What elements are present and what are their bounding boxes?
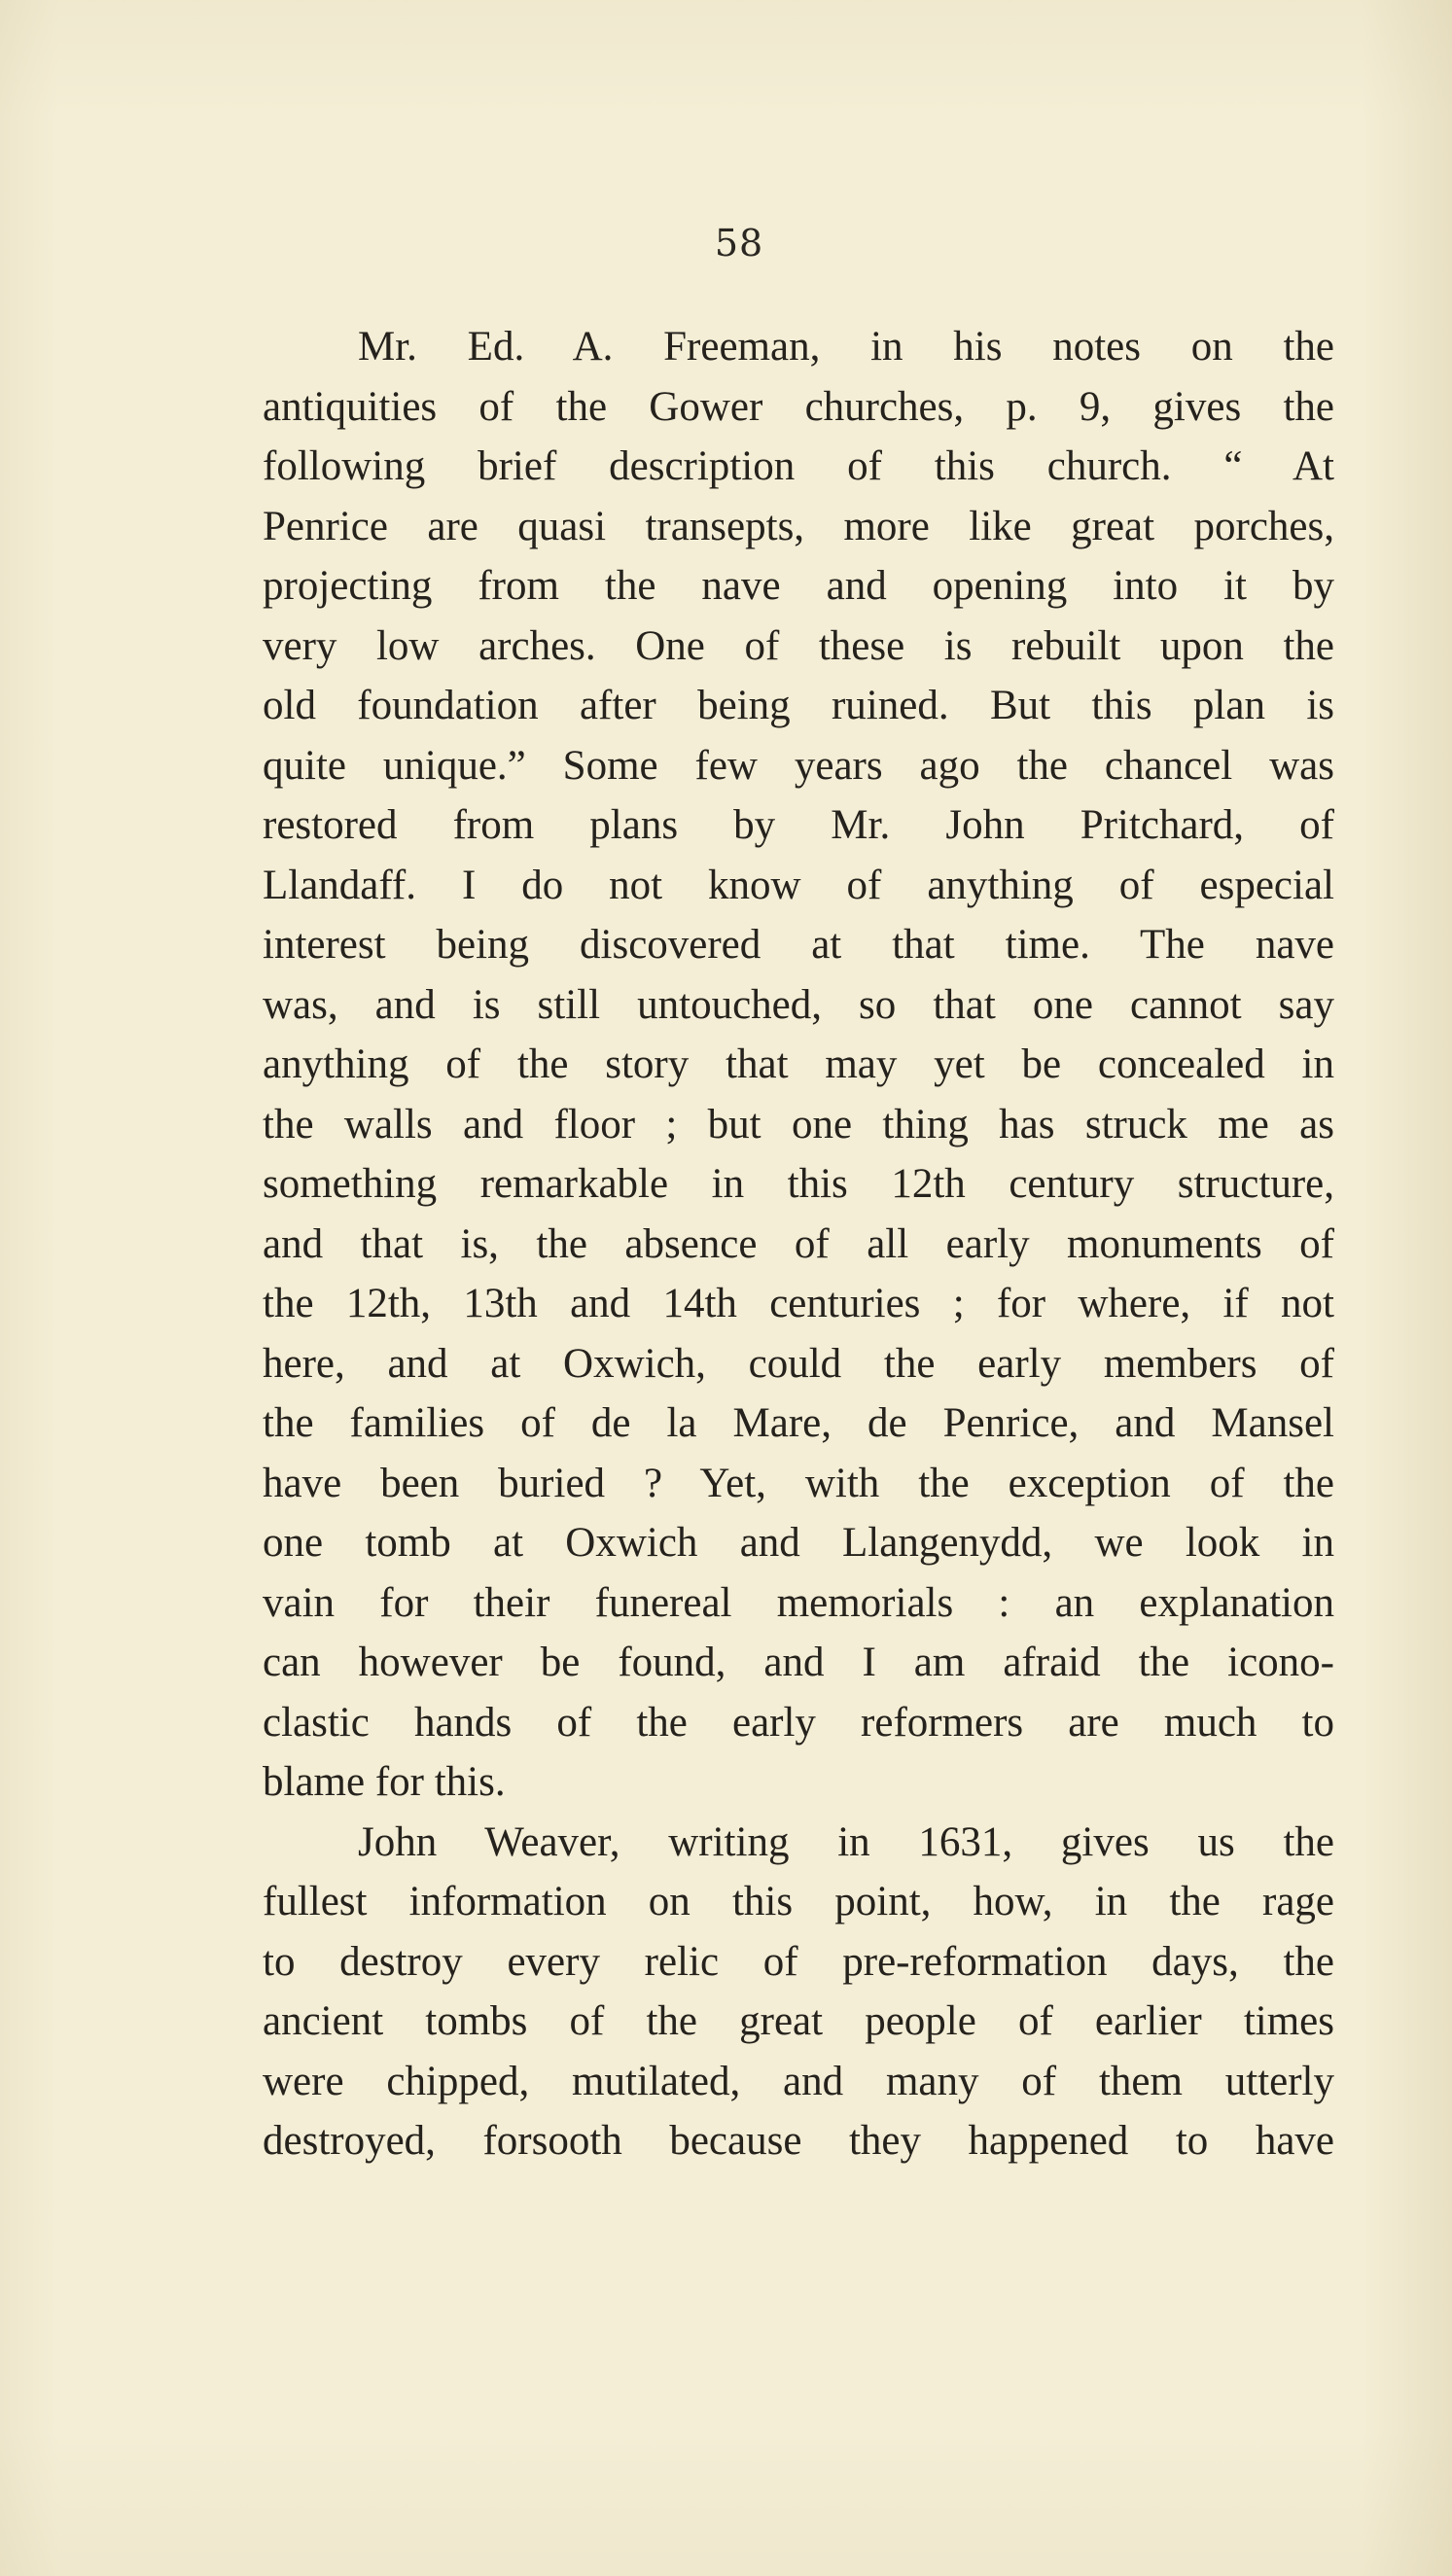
text-line: clastic hands of the early reformers are much to [263,1699,1334,1746]
text-line: Mr. Ed. A. Freeman, in his notes on the [358,324,1334,370]
text-line: and that is, the absence of all early monuments of [263,1220,1334,1267]
text-line: were chipped, mutilated, and many of them utterly [263,2058,1334,2104]
page-number: 58 [714,222,764,265]
text-line: Penrice are quasi transepts, more like great porches, [263,503,1334,549]
text-line: John Weaver, writing in 1631, gives us the [358,1818,1334,1865]
text-line: quite unique.” Some few years ago the chancel was [263,742,1334,789]
text-line: vain for their funereal memorials : an explanation [263,1579,1334,1626]
text-line: one tomb at Oxwich and Llangenydd, we look in [263,1520,1334,1566]
text-line: the walls and floor ; but one thing has struck me as [263,1101,1334,1147]
text-line: old foundation after being ruined. But this plan is [263,683,1334,728]
text-line: the families of de la Mare, de Penrice, and Mansel [263,1400,1334,1446]
text-line: have been buried ? Yet, with the exception of the [263,1460,1334,1506]
text-line: Llandaff. I do not know of anything of especial [263,862,1334,908]
text-line: following brief description of this church. “ At [263,443,1334,489]
text-line: restored from plans by Mr. John Pritchard, of [263,802,1334,848]
text-line: projecting from the nave and opening into it by [263,563,1334,609]
text-line: here, and at Oxwich, could the early members of [263,1340,1334,1387]
text-line: ancient tombs of the great people of earlier times [263,1998,1334,2044]
body-text [263,317,1334,2171]
text-line: interest being discovered at that time. The nave [263,922,1334,968]
text-line: something remarkable in this 12th century structure, [263,1161,1334,1207]
text-line: was, and is still untouched, so that one cannot say [263,981,1334,1028]
text-line: anything of the story that may yet be concealed in [263,1041,1334,1087]
text-line: the 12th, 13th and 14th centuries ; for where, if not [263,1281,1334,1326]
text-line: antiquities of the Gower churches, p. 9, gives the [263,383,1334,430]
text-line: very low arches. One of these is rebuilt upon the [263,622,1334,669]
text-line: fullest information on this point, how, in the rage [263,1879,1334,1924]
text-line: can however be found, and I am afraid the icono- [263,1640,1334,1685]
text-line: destroyed, forsooth because they happened to have [263,2118,1334,2164]
text-line: blame for this. [263,1759,506,1805]
text-line: to destroy every relic of pre-reformation days, the [263,1938,1334,1985]
